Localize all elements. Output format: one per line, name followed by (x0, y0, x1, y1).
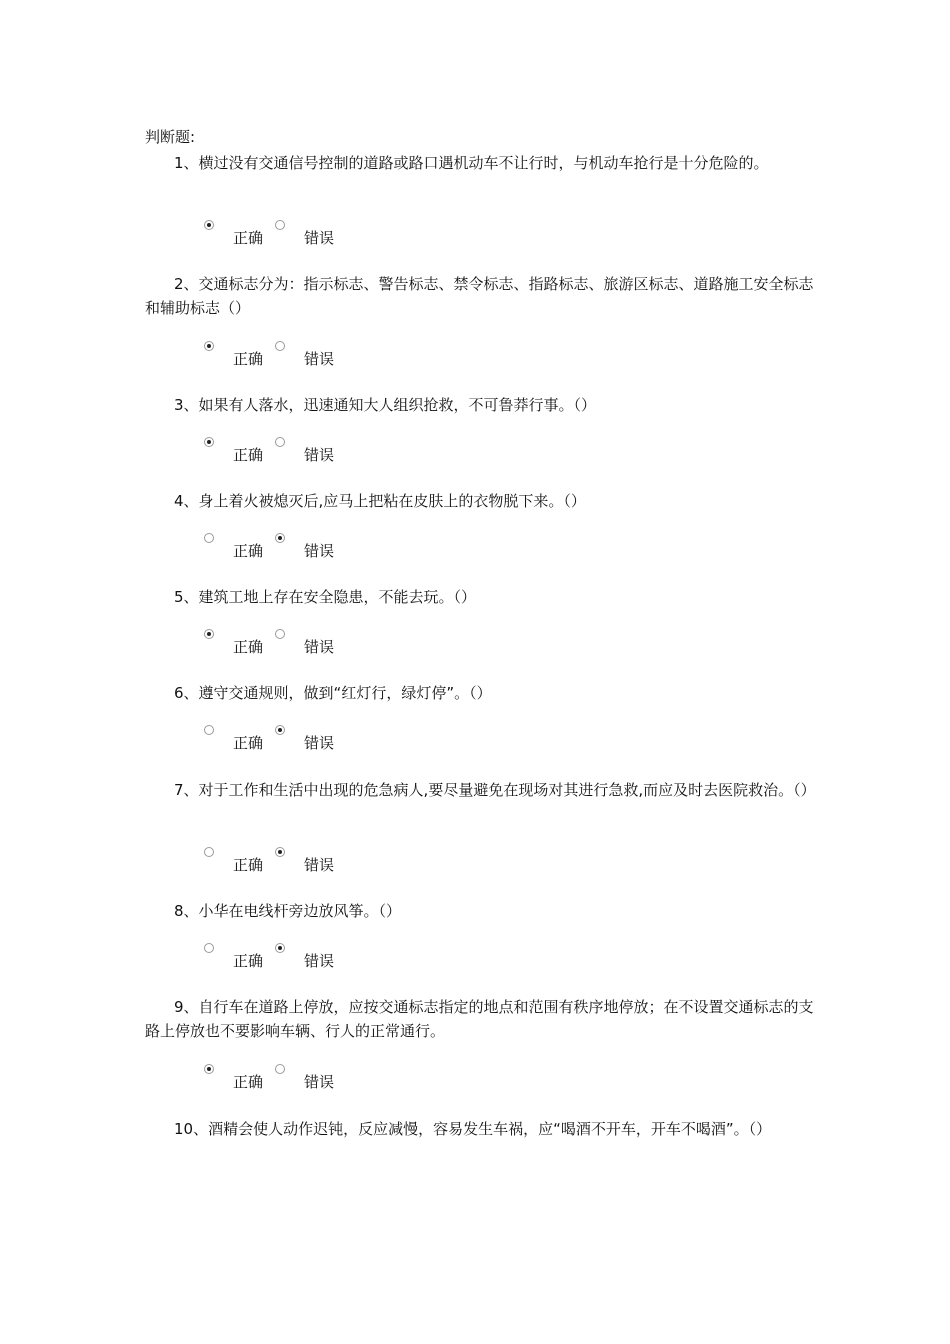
question-3-radio-correct[interactable] (204, 437, 214, 447)
question-10-text: 10、酒精会使人动作迟钝，反应减慢，容易发生车祸，应“喝酒不开车，开车不喝酒”。（） (174, 1120, 772, 1138)
question-5-radio-wrong[interactable] (275, 629, 285, 639)
question-2-radio-wrong[interactable] (275, 341, 285, 351)
question-4-label-correct: 正确 (233, 542, 264, 560)
question-9-radio-wrong[interactable] (275, 1064, 285, 1074)
question-1-radio-wrong[interactable] (275, 220, 285, 230)
question-6-radio-wrong[interactable] (275, 725, 285, 735)
question-6-label-correct: 正确 (233, 734, 264, 752)
question-7-label-correct: 正确 (233, 856, 264, 874)
question-1-radio-correct[interactable] (204, 220, 214, 230)
question-8-label-wrong: 错误 (304, 952, 335, 970)
question-2-radio-correct[interactable] (204, 341, 214, 351)
question-5-label-wrong: 错误 (304, 638, 335, 656)
page-heading: 判断题: (145, 128, 196, 146)
question-2-label-correct: 正确 (233, 350, 264, 368)
question-3-label-correct: 正确 (233, 446, 264, 464)
question-8-label-correct: 正确 (233, 952, 264, 970)
question-7-radio-correct[interactable] (204, 847, 214, 857)
question-1-text: 1、横过没有交通信号控制的道路或路口遇机动车不让行时，与机动车抢行是十分危险的。 (174, 154, 769, 172)
question-1-label-wrong: 错误 (304, 229, 335, 247)
question-8-radio-correct[interactable] (204, 943, 214, 953)
question-2-label-wrong: 错误 (304, 350, 335, 368)
question-4-radio-correct[interactable] (204, 533, 214, 543)
question-5-radio-correct[interactable] (204, 629, 214, 639)
question-4-radio-wrong[interactable] (275, 533, 285, 543)
question-1-label-correct: 正确 (233, 229, 264, 247)
question-9-label-wrong: 错误 (304, 1073, 335, 1091)
question-8-text: 8、小华在电线杆旁边放风筝。（） (174, 902, 402, 920)
question-3-text: 3、如果有人落水，迅速通知大人组织抢救，不可鲁莽行事。（） (174, 396, 597, 414)
question-6-label-wrong: 错误 (304, 734, 335, 752)
question-7-radio-wrong[interactable] (275, 847, 285, 857)
question-7-label-wrong: 错误 (304, 856, 335, 874)
question-5-text: 5、建筑工地上存在安全隐患，不能去玩。（） (174, 588, 477, 606)
question-2-text: 2、交通标志分为：指示标志、警告标志、禁令标志、指路标志、旅游区标志、道路施工安全标志和辅助标志（） (145, 275, 814, 317)
question-4-text: 4、身上着火被熄灭后,应马上把粘在皮肤上的衣物脱下来。（） (174, 492, 586, 510)
question-8-radio-wrong[interactable] (275, 943, 285, 953)
question-9-radio-correct[interactable] (204, 1064, 214, 1074)
question-5-label-correct: 正确 (233, 638, 264, 656)
question-6-radio-correct[interactable] (204, 725, 214, 735)
question-6-text: 6、遵守交通规则，做到“红灯行，绿灯停”。（） (174, 684, 492, 702)
question-9-text: 9、自行车在道路上停放，应按交通标志指定的地点和范围有秩序地停放；在不设置交通标志的支路上停放也不要影响车辆、行人的正常通行。 (145, 998, 814, 1040)
question-9-label-correct: 正确 (233, 1073, 264, 1091)
question-7-text: 7、对于工作和生活中出现的危急病人,要尽量避免在现场对其进行急救,而应及时去医院救治。（） (174, 781, 816, 799)
question-4-label-wrong: 错误 (304, 542, 335, 560)
question-3-label-wrong: 错误 (304, 446, 335, 464)
question-3-radio-wrong[interactable] (275, 437, 285, 447)
